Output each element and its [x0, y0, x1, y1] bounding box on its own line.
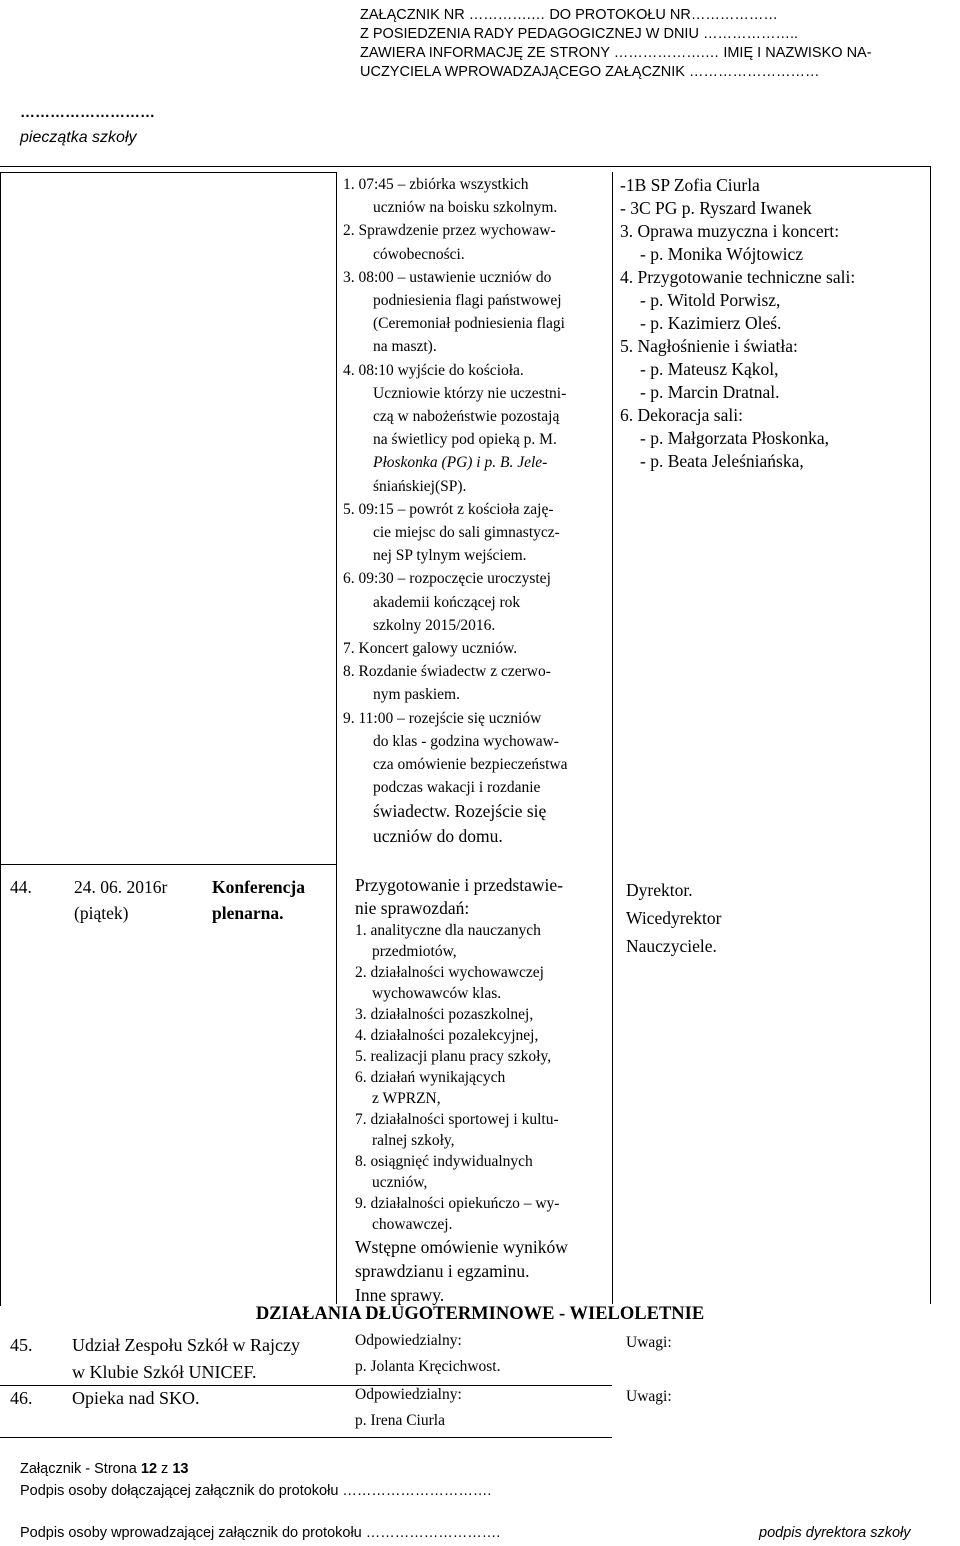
schedule-line: nej SP tylnym wejściem. [373, 547, 527, 565]
prep-title-line: Przygotowanie i przedstawie- [355, 875, 563, 895]
prep-tail-line: Wstępne omówienie wyników [355, 1237, 568, 1257]
responsible-label: Odpowiedzialny: [355, 1332, 462, 1349]
day-line: (piątek) [74, 903, 129, 923]
schedule-line: szkolny 2015/2016. [373, 616, 496, 634]
introducing-signature: Podpis osoby wprowadzającej załącznik do protokołu ………………………. [20, 1525, 501, 1541]
schedule-line: Uczniowie którzy nie uczestni- [373, 384, 567, 402]
schedule-line: (Ceremoniał podniesienia flagi [373, 315, 565, 333]
responsible-line: - p. Kazimierz Oleś. [640, 313, 782, 333]
row-number: 44. [10, 877, 32, 897]
schedule-line: śniańskiej(SP). [373, 477, 467, 495]
responsible-line: - p. Marcin Dratnal. [640, 382, 780, 402]
responsible-line: - p. Mateusz Kąkol, [640, 359, 779, 379]
table-row-divider [0, 172, 336, 173]
section-title: DZIAŁANIA DŁUGOTERMINOWE - WIELOLETNIE [255, 1304, 705, 1324]
responsible-line: - p. Beata Jeleśniańska, [640, 451, 804, 471]
prep-item: 3. działalności pozaszkolnej, [355, 1006, 534, 1023]
prep-item: 9. działalności opiekuńczo – wy- [355, 1195, 560, 1212]
schedule-line: cie miejsc do sali gimnastycz- [373, 524, 560, 542]
responsible-line: 6. Dekoracja sali: [620, 405, 743, 425]
responsible-line: 5. Nagłośnienie i światła: [620, 336, 798, 356]
header-line: ZAŁĄCZNIK NR ………….… DO PROTOKOŁU NR……………… [360, 7, 778, 23]
table-border-left [0, 172, 1, 1306]
page-prefix: Załącznik - Strona [20, 1461, 141, 1477]
task-line: Udział Zespołu Szkół w Rajczy [72, 1335, 300, 1355]
schedule-line: świadectw. Rozejście się [373, 801, 547, 822]
page-total: 13 [172, 1461, 189, 1477]
prep-item: 5. realizacji planu pracy szkoły, [355, 1048, 552, 1065]
schedule-line: 1. 07:45 – zbiórka wszystkich [343, 176, 529, 193]
prep-tail-line: sprawdzianu i egzaminu. [355, 1261, 530, 1281]
stamp-label: pieczątka szkoły [20, 129, 137, 146]
responsible-line: - p. Witold Porwisz, [640, 290, 781, 310]
schedule-line: na świetlicy pod opieką p. M. [373, 431, 557, 449]
schedule-line: 6. 09:30 – rozpoczęcie uroczystej [343, 570, 551, 588]
responsible-line: - 3C PG p. Ryszard Iwanek [620, 198, 812, 218]
schedule-line: Płoskonka (PG) i p. B. Jele- [373, 454, 548, 472]
prep-item: 4. działalności pozalekcyjnej, [355, 1027, 539, 1044]
schedule-line: 9. 11:00 – rozejście się uczniów [343, 709, 542, 727]
prep-item: ralnej szkoły, [372, 1132, 455, 1149]
schedule-line: akademii kończącej rok [373, 593, 521, 611]
prep-item: przedmiotów, [372, 943, 457, 960]
report-preparation [355, 874, 615, 1307]
header-line: UCZYCIELA WPROWADZAJĄCEGO ZAŁĄCZNIK ……………………… [360, 64, 820, 80]
prep-item: 1. analityczne dla nauczanych [355, 922, 541, 939]
responsible-list [620, 174, 855, 473]
responsible-person: Dyrektor. [626, 880, 693, 900]
schedule-line: cza omówienie bezpieczeństwa [373, 756, 568, 774]
responsible-line: 4. Przygotowanie techniczne sali: [620, 267, 856, 287]
row45-task [72, 1332, 300, 1386]
director-signature: podpis dyrektora szkoły [759, 1525, 911, 1541]
header-line: ZAWIERA INFORMACJĘ ZE STRONY ……………….… IMIĘ I NAZWISKO NA- [360, 45, 872, 61]
schedule-line: 4. 08:10 wyjście do kościoła. [343, 361, 524, 379]
responsible-line: 3. Oprawa muzyczna i koncert: [620, 221, 840, 241]
prep-title-line: nie sprawozdań: [355, 898, 470, 918]
responsible-line: - p. Monika Wójtowicz [640, 244, 803, 264]
row45-notes: Uwagi: [626, 1334, 672, 1351]
responsible-line: -1B SP Zofia Ciurla [620, 175, 760, 195]
header-divider [0, 166, 930, 167]
document-header [360, 6, 872, 82]
row-number: 45. [10, 1335, 33, 1355]
schedule-line: uczniów do domu. [373, 826, 503, 847]
schedule-line: 8. Rozdanie świadectw z czerwo- [343, 663, 551, 681]
responsible-name: p. Irena Ciurla [355, 1412, 445, 1429]
schedule-line: 3. 08:00 – ustawienie uczniów do [343, 268, 552, 286]
schedule-line: podczas wakacji i rozdanie [373, 779, 541, 797]
date-line: 24. 06. 2016r [74, 877, 168, 897]
row46-responsible [355, 1382, 462, 1434]
prep-tail-line: Inne sprawy. [355, 1285, 445, 1305]
schedule-line: cówobecności. [373, 245, 465, 263]
task-line: w Klubie Szkół UNICEF. [72, 1362, 257, 1382]
row-number: 46. [10, 1388, 33, 1408]
schedule-list [343, 173, 613, 849]
schedule-line: 7. Koncert galowy uczniów. [343, 640, 518, 658]
schedule-line: uczniów na boisku szkolnym. [373, 199, 558, 217]
schedule-line: 2. Sprawdzenie przez wychowaw- [343, 222, 556, 240]
prep-item: 2. działalności wychowawczej [355, 964, 544, 981]
row46-notes: Uwagi: [626, 1388, 672, 1405]
schedule-line: do klas - godzina wychowaw- [373, 732, 559, 750]
row-event [212, 874, 305, 926]
row46-task: Opieka nad SKO. [72, 1388, 200, 1408]
schedule-line: nym paskiem. [373, 686, 460, 704]
event-line: Konferencja [212, 877, 305, 897]
schedule-line: na maszt). [373, 338, 437, 356]
page-sep: z [157, 1461, 173, 1477]
stamp-placeholder: ……………………… [20, 104, 155, 121]
attaching-signature: Podpis osoby dołączającej załącznik do protokołu …………………………. [20, 1483, 492, 1499]
responsible-person: Wicedyrektor [626, 908, 722, 928]
schedule-line: podniesienia flagi państwowej [373, 292, 562, 310]
prep-item: 7. działalności sportowej i kultu- [355, 1111, 559, 1128]
table-row-divider [0, 864, 336, 865]
table-row-divider [0, 1437, 612, 1438]
prep-item: uczniów, [372, 1174, 428, 1191]
row-date [74, 874, 167, 926]
event-line: plenarna. [212, 903, 284, 923]
prep-item: 8. osiągnięć indywidualnych [355, 1153, 533, 1170]
prep-item: 6. działań wynikających [355, 1069, 506, 1086]
responsible-line: - p. Małgorzata Płoskonka, [640, 428, 830, 448]
schedule-line: 5. 09:15 – powrót z kościoła zaję- [343, 500, 554, 518]
row45-responsible [355, 1328, 501, 1380]
responsible-label: Odpowiedzialny: [355, 1386, 462, 1403]
table-border-right [930, 166, 931, 1304]
schedule-line: czą w nabożeństwie pozostają [373, 408, 560, 426]
prep-item: chowawczej. [372, 1216, 453, 1233]
responsible-name: p. Jolanta Kręcichwost. [355, 1358, 501, 1375]
page-indicator [20, 1461, 188, 1477]
prep-item: z WPRZN, [372, 1090, 441, 1107]
page-current: 12 [140, 1461, 158, 1477]
table-column-divider [336, 172, 337, 1304]
row44-responsible [626, 876, 722, 960]
prep-item: wychowawców klas. [372, 985, 502, 1002]
responsible-person: Nauczyciele. [626, 936, 717, 956]
header-line: Z POSIEDZENIA RADY PEDAGOGICZNEJ W DNIU ……………….. [360, 26, 799, 42]
